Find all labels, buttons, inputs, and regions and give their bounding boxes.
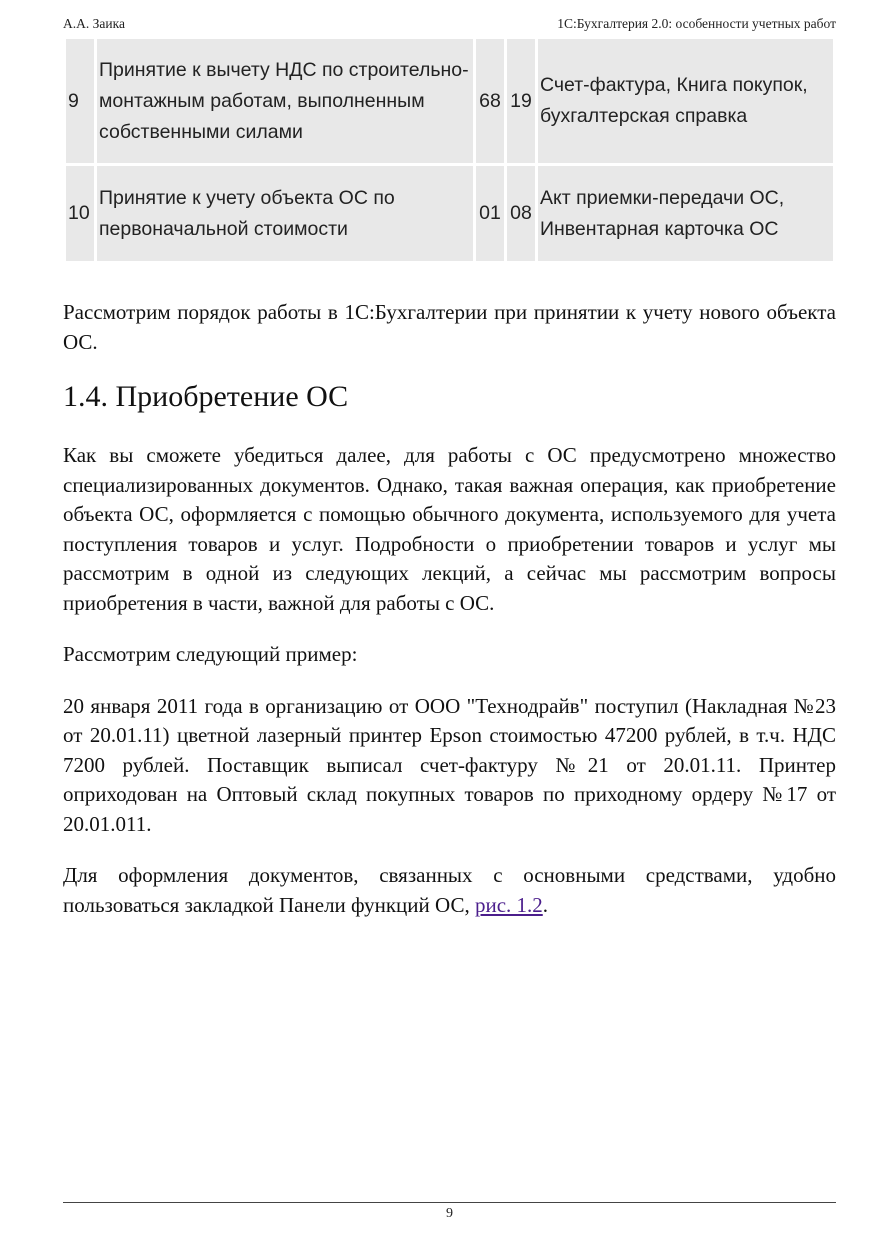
table-row: [66, 39, 833, 163]
body-paragraph: Рассмотрим следующий пример:: [63, 642, 358, 666]
credit-cell: 19: [507, 39, 535, 163]
figure-link[interactable]: рис. 1.2: [474, 892, 543, 917]
row-number: 9: [66, 39, 94, 163]
debit-cell: 01: [476, 166, 504, 261]
header-book-title: 1С:Бухгалтерия 2.0: особенности учетных работ: [557, 16, 836, 31]
debit-cell: 68: [476, 39, 504, 163]
table-row: [66, 166, 833, 261]
header-author: А.А. Заика: [63, 16, 125, 31]
paragraph-text: Для оформления документов, связанных с основными средствами, удобно пользоваться закладкой Панели функций ОС,: [63, 863, 836, 917]
operation-cell: Принятие к вычету НДС по строительно-монтажным работам, выполненным собственными силами: [97, 39, 473, 163]
intro-paragraph: Рассмотрим порядок работы в 1С:Бухгалтерии при принятии к учету нового объекта ОС.: [63, 300, 836, 354]
operation-cell: Принятие к учету объекта ОС по первоначальной стоимости: [97, 166, 473, 261]
document-cell: Акт приемки-передачи ОС, Инвентарная карточка ОС: [538, 166, 833, 261]
credit-cell: 08: [507, 166, 535, 261]
page-number: 9: [446, 1206, 453, 1221]
page-content: [63, 298, 836, 942]
operations-table: [63, 36, 836, 264]
document-cell: Счет-фактура, Книга покупок, бухгалтерская справка: [538, 39, 833, 163]
paragraph-end: .: [542, 892, 549, 917]
body-paragraph: 20 января 2011 года в организацию от ООО "Технодрайв" поступил (Накладная №23 от 20.01.11) цветной лазерный принтер Epson стоимостью 47200 рублей, в т.ч. НДС 7200 рублей. Поставщик выписал счет-фактуру №21 от 20.01.11. Принтер оприходован на Оптовый склад покупных товаров по приходному ордеру №17 от 20.01.011.: [63, 693, 836, 836]
body-paragraph: [63, 861, 836, 920]
footer-divider: [63, 1202, 836, 1203]
row-number: 10: [66, 166, 94, 261]
section-heading: 1.4. Приобретение ОС: [63, 380, 349, 413]
running-header: [63, 16, 836, 32]
body-paragraph: Как вы сможете убедиться далее, для работы с ОС предусмотрено множество специализированных документов. Однако, такая важная операция, как приобретение объекта ОС, оформляется с помощью обычного документа, используемого для учета поступления товаров и услуг. Подробности о приобретении товаров и услуг мы рассмотрим в одной из следующих лекций, а сейчас мы рассмотрим вопросы приобретения в части, важной для работы с ОС.: [63, 443, 836, 615]
